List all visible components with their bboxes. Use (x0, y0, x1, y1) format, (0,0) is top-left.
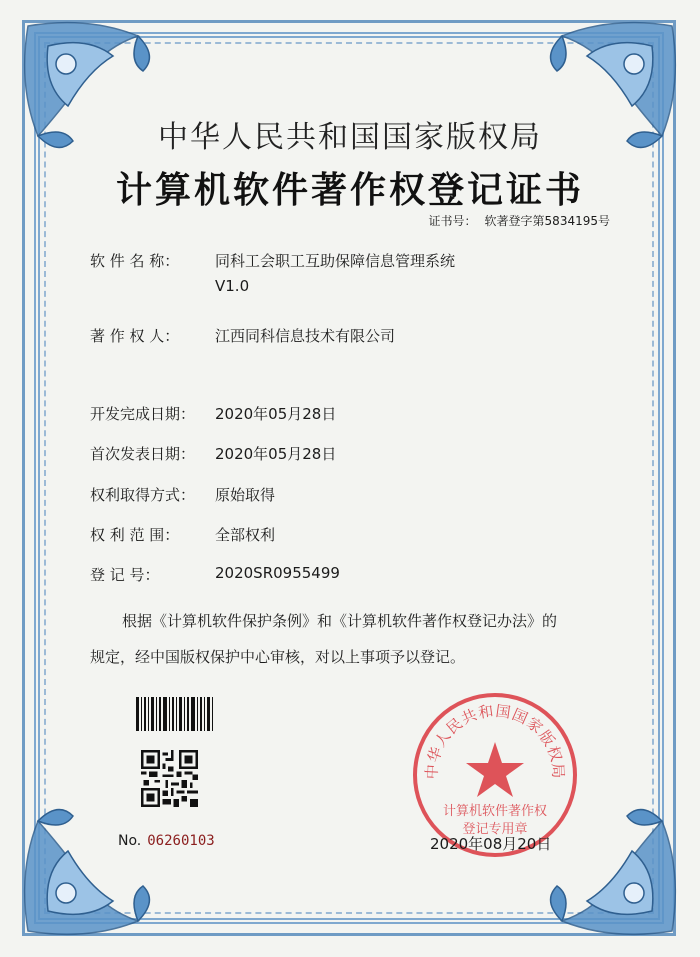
field-value: 同科工会职工互助保障信息管理系统 (215, 252, 456, 270)
field-value: 2020年05月28日 (215, 445, 337, 463)
field-label: 权利取得方式： (90, 486, 196, 504)
field-value: 全部权利 (215, 526, 276, 544)
field-software-name (90, 250, 455, 295)
field-label: 权 利 范 围： (90, 526, 180, 544)
field-label: 开发完成日期： (90, 405, 196, 423)
field-acquire-method (90, 484, 275, 505)
legal-statement-line: 根据《计算机软件保护条例》和《计算机软件著作权登记办法》的 (122, 612, 558, 630)
certificate-number (429, 212, 610, 229)
field-publish-date (90, 443, 336, 464)
field-dev-date (90, 403, 336, 424)
issue-date: 2020年08月20日 (430, 835, 552, 853)
certificate-number-value: 软著登字第5834195号 (484, 214, 610, 228)
svg-text:计算机软件著作权: 计算机软件著作权 (442, 804, 548, 819)
field-label: 著 作 权 人： (90, 327, 180, 345)
corner-ornament-icon (18, 791, 168, 941)
issuer-title: 中华人民共和国国家版权局 (158, 120, 542, 155)
certificate-number-label: 证书号： (428, 214, 477, 228)
svg-text:登记专用章: 登记专用章 (462, 822, 528, 837)
serial-number (118, 833, 215, 849)
field-label: 登 记 号： (90, 566, 160, 584)
field-value: 2020年05月28日 (215, 405, 337, 423)
barcode-icon (136, 697, 216, 731)
field-scope (90, 524, 275, 545)
qr-code-icon (141, 750, 198, 807)
svg-text:中华人民共和国国家版权局: 中华人民共和国国家版权局 (422, 701, 568, 780)
field-label: 首次发表日期： (90, 445, 196, 463)
field-value: 原始取得 (215, 486, 276, 504)
field-owner (90, 325, 395, 346)
software-version: V1.0 (215, 277, 250, 295)
serial-number-label: No. (118, 833, 142, 849)
legal-statement-line: 规定，经中国版权保护中心审核，对以上事项予以登记。 (90, 648, 466, 666)
field-label: 软 件 名 称： (90, 252, 180, 270)
field-value: 江西同科信息技术有限公司 (215, 327, 396, 345)
certificate-title: 计算机软件著作权登记证书 (115, 170, 584, 211)
field-registration-number (90, 564, 340, 585)
legal-statement (90, 603, 620, 675)
field-value: 2020SR0955499 (215, 564, 340, 582)
serial-number-value: 06260103 (147, 833, 215, 849)
